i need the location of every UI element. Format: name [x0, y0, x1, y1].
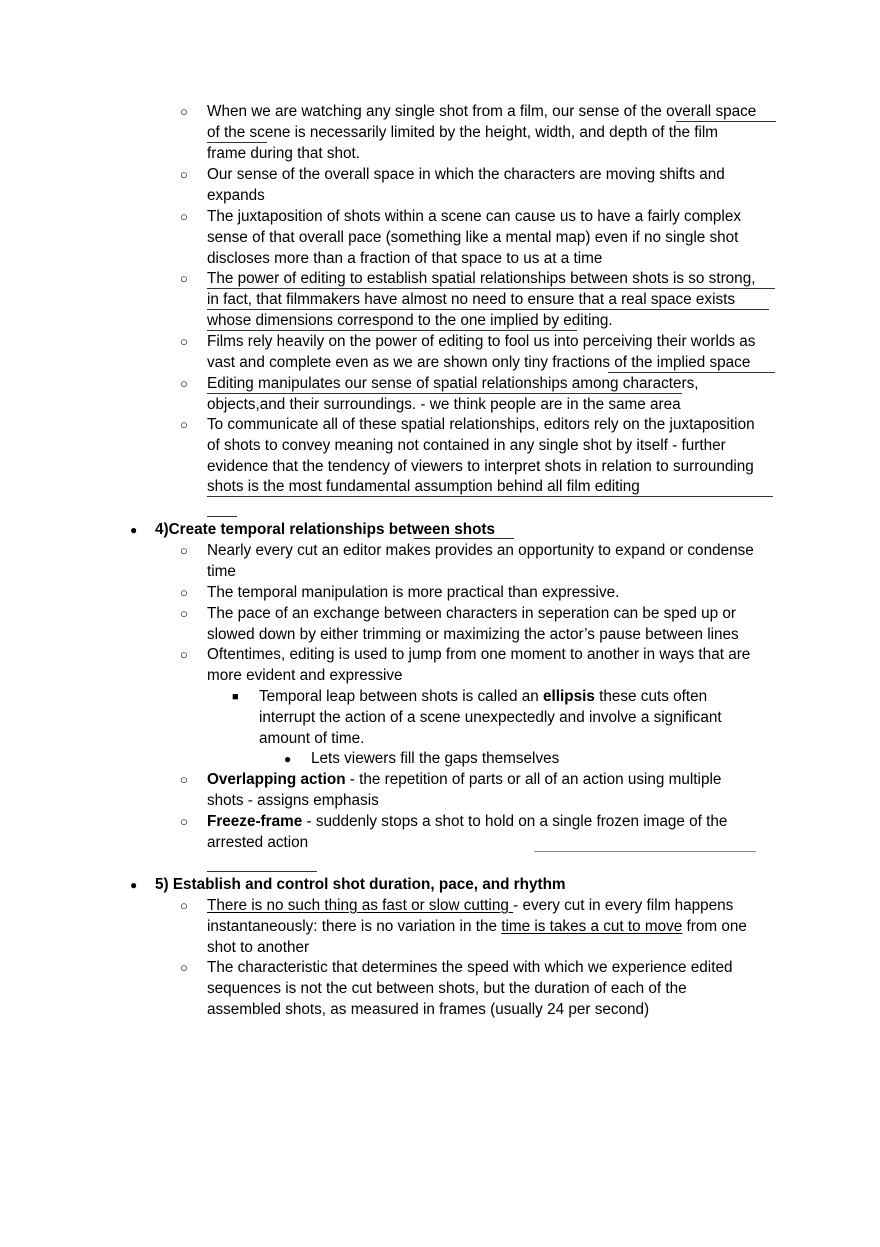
text-line: Lets viewers fill the gaps themselves: [311, 750, 560, 767]
text-line: [259, 687, 759, 708]
annotation-underline: [207, 871, 317, 872]
text-line: assembled shots, as measured in frames (usually 24 per second): [207, 1000, 650, 1018]
text-line: [207, 917, 787, 938]
list-item: [207, 583, 787, 604]
term-freeze-frame: Freeze-frame: [207, 813, 303, 830]
list-item: [207, 332, 787, 374]
text-fragment: - the repetition of parts or all of an action using multiple: [345, 771, 722, 788]
heading-text: 5) Establish and control shot duration, pace, and rhythm: [155, 876, 566, 893]
hollow-bullet-icon: ○: [180, 960, 188, 975]
annotation-underline: [534, 851, 756, 852]
list-item: [207, 896, 787, 958]
text-line: shots is the most fundamental assumption behind all film editing: [207, 478, 640, 496]
text-line: Oftentimes, editing is used to jump from one moment to another in ways that are: [207, 646, 751, 663]
hollow-bullet-icon: ○: [180, 376, 188, 391]
annotation-underline: [207, 330, 577, 331]
disc-bullet-icon: ●: [284, 752, 292, 766]
annotation-underline: [608, 372, 775, 373]
text-fragment: - suddenly stops a shot to hold on a single frozen image of the: [302, 813, 728, 830]
list-item: [207, 958, 787, 1020]
text-line: shots - assigns emphasis: [207, 791, 379, 809]
list-item: [207, 102, 787, 164]
text-line: sense of that overall pace (something like a mental map) even if no single shot: [207, 228, 739, 246]
hollow-bullet-icon: ○: [180, 167, 188, 182]
text-line: When we are watching any single shot from a film, our sense of the overall space: [207, 103, 757, 120]
text-line: frame during that shot.: [207, 144, 361, 162]
text-fragment: these cuts often: [594, 688, 708, 705]
text-line: in fact, that filmmakers have almost no need to ensure that a real space exists: [207, 290, 736, 308]
list-item: [207, 604, 787, 646]
hollow-bullet-icon: ○: [180, 417, 188, 432]
text-line: vast and complete even as we are shown only tiny fractions of the implied space: [207, 353, 751, 371]
hollow-bullet-icon: ○: [180, 898, 188, 913]
text-line: [207, 770, 787, 791]
annotation-underline: [207, 288, 775, 289]
text-line: [207, 896, 787, 917]
text-fragment: instantaneously: there is no variation in the: [207, 917, 502, 935]
text-line: sequences is not the cut between shots, but the duration of each of the: [207, 979, 687, 997]
text-fragment: Temporal leap between shots is called an: [259, 688, 544, 705]
text-line: whose dimensions correspond to the one implied by editing.: [207, 311, 613, 329]
text-line: amount of time.: [259, 729, 365, 747]
term-ellipsis: ellipsis: [543, 688, 595, 705]
annotation-underline: [207, 142, 267, 143]
text-line: objects,and their surroundings. - we think people are in the same area: [207, 395, 681, 413]
disc-bullet-icon: ●: [130, 878, 138, 892]
list-item: [207, 165, 787, 207]
text-line: evidence that the tendency of viewers to interpret shots in relation to surrounding: [207, 457, 754, 475]
annotation-underline: [207, 496, 773, 497]
section-heading: [155, 875, 795, 896]
disc-bullet-icon: ●: [130, 523, 138, 537]
hollow-bullet-icon: ○: [180, 606, 188, 621]
list-item: [311, 749, 751, 770]
list-item: [207, 415, 787, 498]
list-item: [207, 374, 787, 416]
list-item: [259, 687, 759, 749]
hollow-bullet-icon: ○: [180, 271, 188, 286]
text-line: Editing manipulates our sense of spatial relationships among characters,: [207, 375, 699, 392]
heading-text: 4)Create temporal relationships between shots: [155, 521, 496, 538]
text-line: of the scene is necessarily limited by the height, width, and depth of the film: [207, 123, 719, 141]
text-line: shot to another: [207, 938, 310, 956]
list-item: [207, 269, 787, 331]
annotation-underline: [207, 309, 769, 310]
text-line: The temporal manipulation is more practical than expressive.: [207, 584, 620, 601]
text-line: discloses more than a fraction of that space to us at a time: [207, 249, 603, 267]
annotation-underline: [207, 516, 237, 517]
text-line: time: [207, 562, 236, 580]
list-item: [207, 812, 787, 854]
text-line: Nearly every cut an editor makes provides an opportunity to expand or condense: [207, 542, 754, 559]
text-line: The pace of an exchange between characters in seperation can be sped up or: [207, 605, 736, 622]
annotation-underline: [414, 538, 514, 539]
text-line: The power of editing to establish spatial relationships between shots is so strong,: [207, 270, 756, 287]
annotation-underline: [207, 393, 682, 394]
text-line: The characteristic that determines the speed with which we experience edited: [207, 959, 733, 976]
list-item: [207, 541, 787, 583]
text-line: of shots to convey meaning not contained in any single shot by itself - further: [207, 436, 726, 454]
hollow-bullet-icon: ○: [180, 814, 188, 829]
text-line: interrupt the action of a scene unexpectedly and involve a significant: [259, 708, 722, 726]
hollow-bullet-icon: ○: [180, 209, 188, 224]
underlined-fragment: time is takes a cut to move: [501, 917, 683, 935]
text-line: Our sense of the overall space in which the characters are moving shifts and: [207, 166, 725, 183]
square-bullet-icon: ■: [232, 691, 239, 703]
annotation-underline: [676, 121, 776, 122]
hollow-bullet-icon: ○: [180, 772, 188, 787]
text-line: arrested action: [207, 833, 309, 851]
hollow-bullet-icon: ○: [180, 104, 188, 119]
list-item: [207, 770, 787, 812]
list-item: [207, 207, 787, 269]
hollow-bullet-icon: ○: [180, 647, 188, 662]
text-line: expands: [207, 186, 265, 204]
hollow-bullet-icon: ○: [180, 334, 188, 349]
text-line: [207, 812, 787, 833]
hollow-bullet-icon: ○: [180, 543, 188, 558]
text-line: To communicate all of these spatial relationships, editors rely on the juxtaposition: [207, 416, 755, 433]
text-line: slowed down by either trimming or maximizing the actor’s pause between lines: [207, 625, 739, 643]
text-fragment: - every cut in every film happens: [513, 897, 734, 914]
list-item: [207, 645, 787, 687]
text-fragment: from one: [682, 917, 747, 935]
underlined-fragment: There is no such thing as fast or slow cutting: [207, 897, 514, 914]
hollow-bullet-icon: ○: [180, 585, 188, 600]
text-line: The juxtaposition of shots within a scene can cause us to have a fairly complex: [207, 208, 741, 225]
text-line: more evident and expressive: [207, 666, 403, 684]
term-overlapping-action: Overlapping action: [207, 771, 346, 788]
text-line: Films rely heavily on the power of editing to fool us into perceiving their worlds as: [207, 333, 756, 350]
